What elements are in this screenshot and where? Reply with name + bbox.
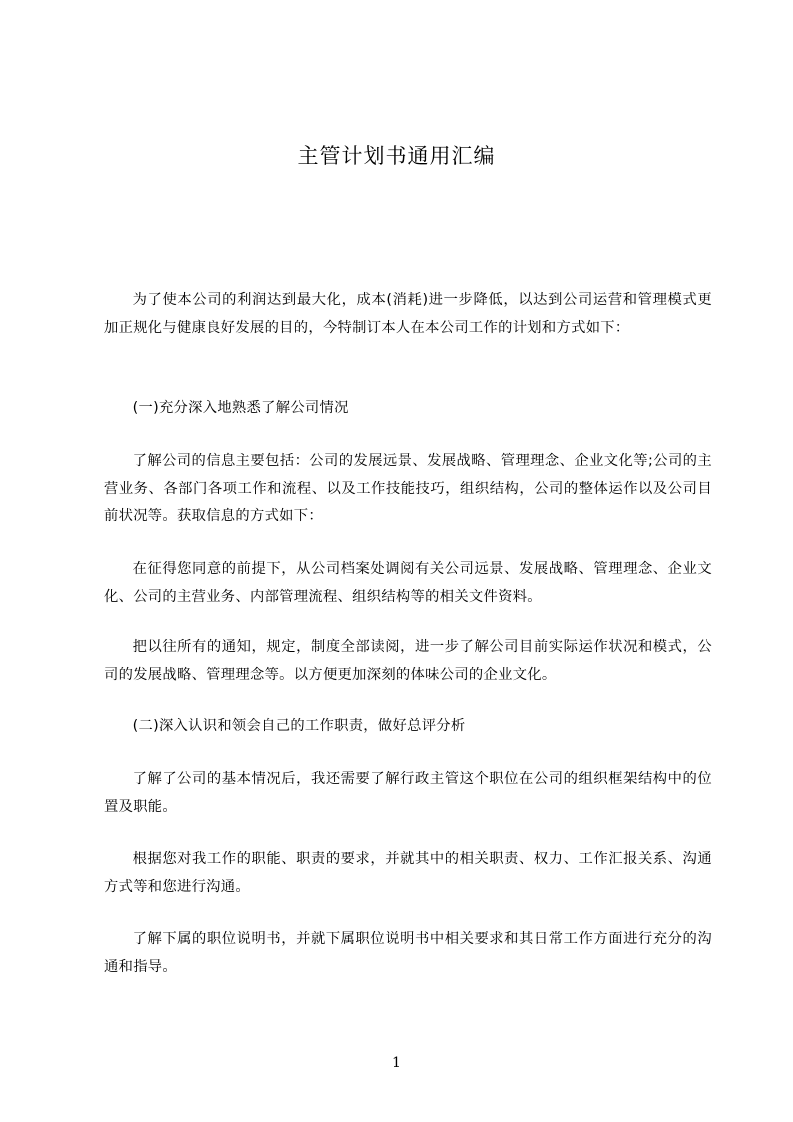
paragraph-communication: 根据您对我工作的职能、职责的要求，并就其中的相关职责、权力、工作汇报关系、沟通方式等和您进行沟通。: [104, 851, 712, 895]
paragraph-subordinates: 了解下属的职位说明书，并就下属职位说明书中相关要求和其日常工作方面进行充分的沟通和指导。: [104, 931, 712, 975]
paragraph-archive-access: 在征得您同意的前提下，从公司档案处调阅有关公司远景、发展战略、管理理念、企业文化、公司的主营业务、内部管理流程、组织结构等的相关文件资料。: [104, 561, 712, 605]
document-title: 主管计划书通用汇编: [297, 144, 496, 168]
section-heading-1: (一)充分深入地熟悉了解公司情况: [132, 400, 349, 416]
paragraph-intro: 为了使本公司的利润达到最大化，成本(消耗)进一步降低，以达到公司运营和管理模式更加正规化与健康良好发展的目的，今特制订本人在本公司工作的计划和方式如下：: [104, 292, 712, 336]
page-number: 1: [392, 1055, 401, 1071]
section-heading-2: (二)深入认识和领会自己的工作职责，做好总评分析: [132, 718, 466, 734]
paragraph-company-info: 了解公司的信息主要包括：公司的发展远景、发展战略、管理理念、企业文化等;公司的主营业务、各部门各项工作和流程、以及工作技能技巧，组织结构，公司的整体运作以及公司目前状况等。获取信息的方式如下：: [104, 453, 712, 524]
paragraph-position-role: 了解了公司的基本情况后，我还需要了解行政主管这个职位在公司的组织框架结构中的位置及职能。: [104, 771, 712, 815]
paragraph-read-notices: 把以往所有的通知，规定，制度全部读阅，进一步了解公司目前实际运作状况和模式，公司的发展战略、管理理念等。以方便更加深刻的体味公司的企业文化。: [104, 639, 712, 683]
